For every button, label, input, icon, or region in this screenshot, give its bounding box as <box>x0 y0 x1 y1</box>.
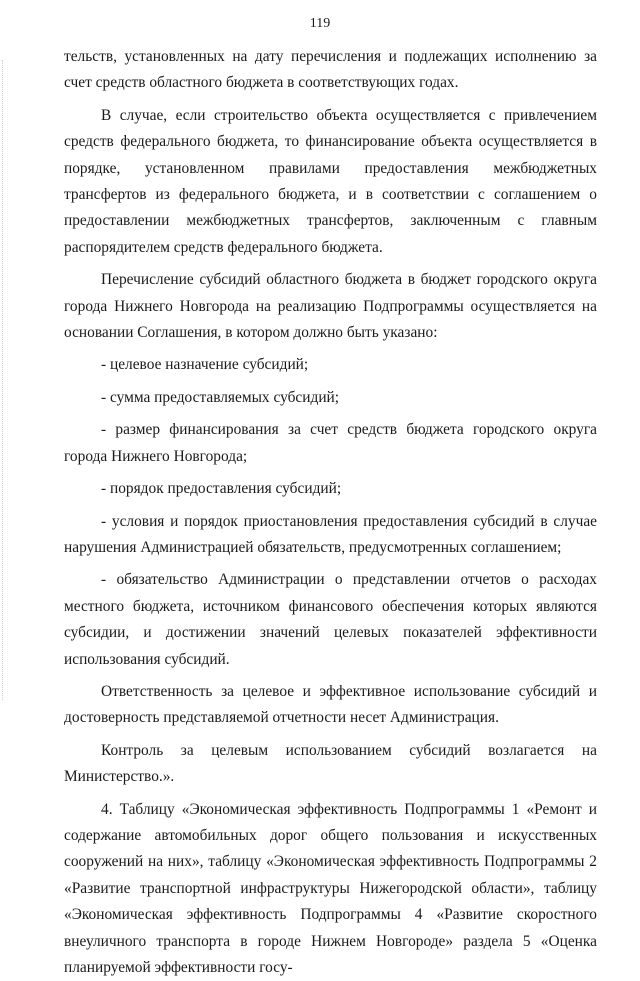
paragraph-tables-amendment: 4. Таблицу «Экономическая эффективность Подпрограммы 1 «Ремонт и содержание автомобильных дорог общего пользования и искусственных сооружений на них», таблицу «Экономическая эффективность Подпрограммы 2 «Развитие транспортной инфраструктуры Нижегородской области», таблицу «Экономическая эффективность Подпрограммы 4 «Развитие скоростного внеуличного транспорта в городе Нижнем Новгороде» раздела 5 «Оценка планируемой эффективности госу- <box>64 800 597 976</box>
paragraph-control: Контроль за целевым использованием субсидий возлагается на Министерство.». <box>64 741 597 786</box>
paragraph-subsidy-transfer: Перечисление субсидий областного бюджета в бюджет городского округа города Нижнего Новгорода на реализацию Подпрограммы осуществляется на основании Соглашения, в котором должно быть указано: <box>64 271 597 342</box>
paragraph-federal-budget: В случае, если строительство объекта осуществляется с привлечением средств федерального бюджета, то финансирование объекта осуществляется в порядке, установленном правилами предоставления межбюджетных трансфертов из федерального бюджета, и в соответствии с соглашением о предоставлении межбюджетных трансфертов, заключенным с главным распорядителем средств федерального бюджета. <box>64 106 597 256</box>
page-number: 119 <box>309 16 331 31</box>
paragraph-continuation: тельств, установленных на дату перечисления и подлежащих исполнению за счет средств областного бюджета в соответствующих годах. <box>64 48 597 92</box>
document-body <box>64 44 597 981</box>
paragraph-responsibility: Ответственность за целевое и эффективное использование субсидий и достоверность представляемой отчетности несет Администрация. <box>64 682 597 727</box>
scan-edge-mark <box>2 60 4 700</box>
list-item-amount: - сумма предоставляемых субсидий; <box>101 388 340 406</box>
list-item-purpose: - целевое назначение субсидий; <box>101 356 309 374</box>
list-item-funding-size: - размер финансирования за счет средств бюджета городского округа города Нижнего Новгорода; <box>64 421 597 465</box>
list-item-reporting: - обязательство Администрации о представлении отчетов о расходах местного бюджета, источником финансового обеспечения которых являются субсидии, и достижении значений целевых показателей эффективности использования субсидий. <box>64 571 597 668</box>
list-item-procedure: - порядок предоставления субсидий; <box>101 480 342 498</box>
list-item-suspension: - условия и порядок приостановления предоставления субсидий в случае нарушения Администрацией обязательств, предусмотренных соглашением; <box>64 512 597 556</box>
